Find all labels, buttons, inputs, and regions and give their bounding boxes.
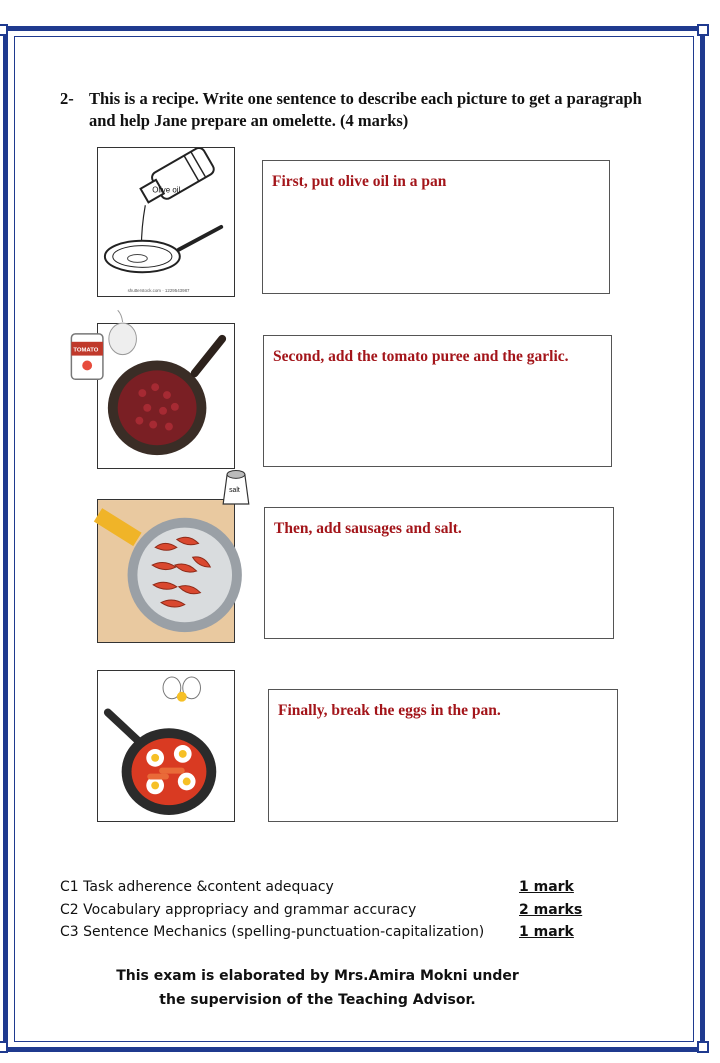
svg-text:shutterstock.com · 1229543987: shutterstock.com · 1229543987 <box>127 287 190 293</box>
answer-box-1[interactable] <box>262 160 610 294</box>
criterion-mark: 1 mark <box>519 879 574 895</box>
salt-label: salt <box>229 487 240 495</box>
answer-box-3[interactable] <box>264 507 614 639</box>
border-corner <box>0 24 8 36</box>
criterion-label: C3 Sentence Mechanics (spelling-punctuation-capitalization) <box>60 924 485 940</box>
sausages-salt-pan-picture <box>97 487 240 643</box>
footer-line-1: This exam is elaborated by Mrs.Amira Mokni under <box>116 968 519 984</box>
criterion-c1 <box>60 876 620 899</box>
answer-text-2: Second, add the tomato puree and the garlic. <box>273 348 569 365</box>
border-corner <box>0 1041 8 1053</box>
answer-text-4: Finally, break the eggs in the pan. <box>278 702 501 719</box>
answer-text-3: Then, add sausages and salt. <box>274 520 462 537</box>
olive-oil-label: Olive oil <box>152 185 181 195</box>
criterion-label: C2 Vocabulary appropriacy and grammar accuracy <box>60 901 417 918</box>
criterion-label: C1 Task adherence &content adequacy <box>60 879 334 895</box>
olive-oil-pan-picture <box>97 147 235 297</box>
marking-criteria <box>60 876 620 944</box>
question-number: 2- <box>60 89 74 108</box>
criterion-c2 <box>60 899 620 922</box>
tomato-can-label: TOMATO <box>73 347 99 354</box>
eggs-pan-picture <box>97 670 235 822</box>
answer-text-1: First, put olive oil in a pan <box>272 173 447 190</box>
criterion-mark: 2 marks <box>519 901 583 918</box>
question-instruction: This is a recipe. Write one sentence to describe each picture to get a paragraph and help Jane prepare an omelette. (4 marks) <box>89 89 642 130</box>
footer-line-2: the supervision of the Teaching Advisor. <box>159 992 476 1008</box>
border-corner <box>697 24 709 36</box>
exam-footer <box>80 964 555 1012</box>
border-corner <box>697 1041 709 1053</box>
answer-box-4[interactable] <box>268 689 618 822</box>
tomato-garlic-pan-picture <box>73 323 235 469</box>
criterion-mark: 1 mark <box>519 924 574 940</box>
answer-box-2[interactable] <box>263 335 612 467</box>
criterion-c3 <box>60 921 620 944</box>
